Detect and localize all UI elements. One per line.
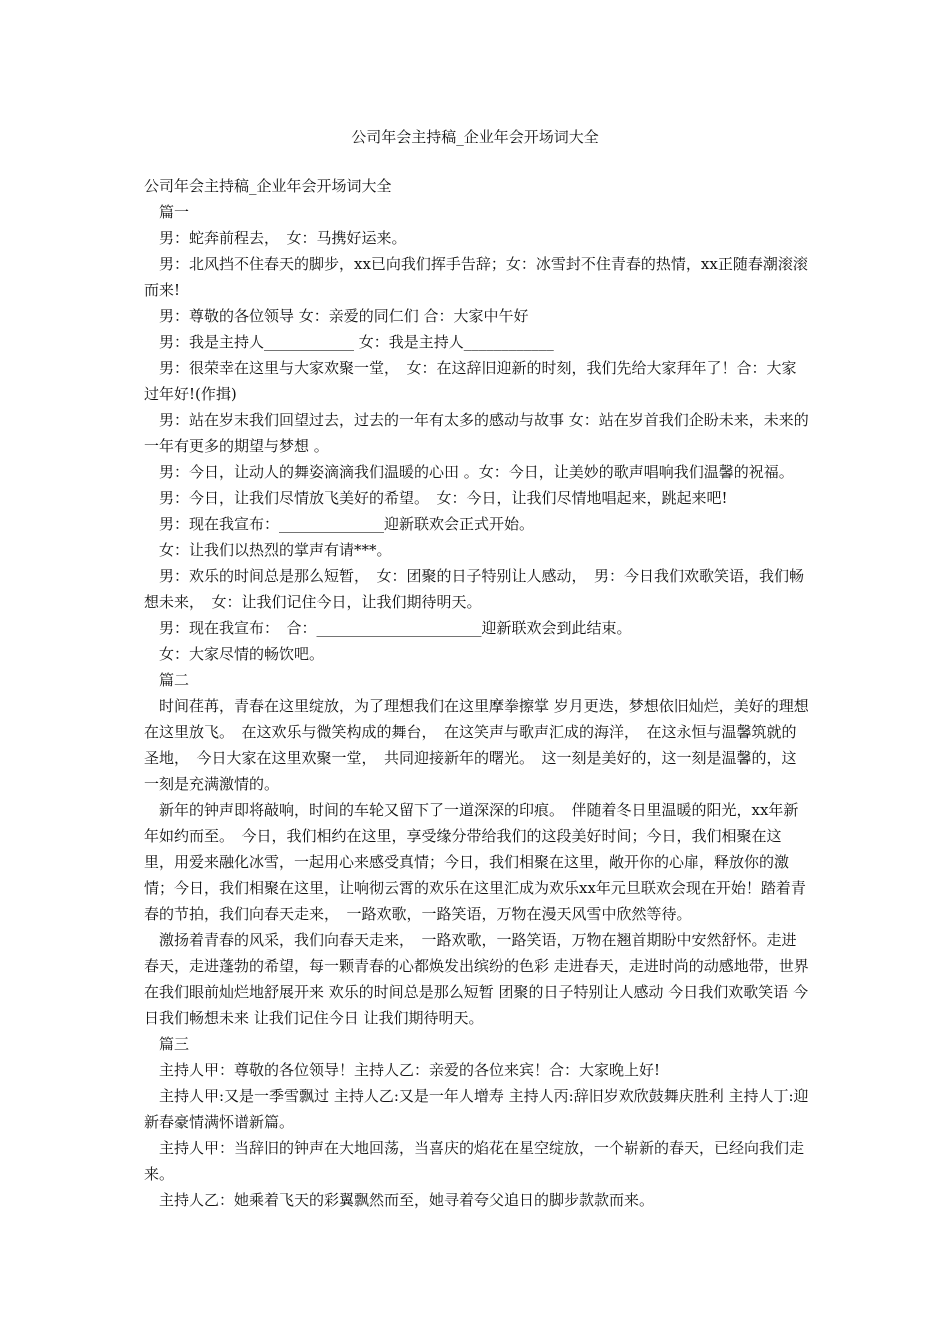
paragraph: 男：蛇奔前程去， 女：马携好运来。: [159, 229, 407, 247]
document-body: [144, 173, 810, 1213]
paragraph: 男：现在我宣布： 合：______________________迎新联欢会到此结束。: [159, 619, 632, 637]
paragraph: 男：欢乐的时间总是那么短暂， 女：团聚的日子特别让人感动， 男：今日我们欢歌笑语，我们畅想未来， 女：让我们记住今日，让我们期待明天。: [144, 567, 805, 611]
document-title: 公司年会主持稿_企业年会开场词大全: [351, 128, 599, 146]
paragraph: 女：让我们以热烈的掌声有请***。: [159, 541, 392, 559]
paragraph: 篇一: [159, 203, 190, 221]
paragraph: 男：现在我宣布：______________迎新联欢会正式开始。: [159, 515, 535, 533]
paragraph: 主持人甲:又是一季雪飘过 主持人乙:又是一年人增寿 主持人丙:辞旧岁欢欣鼓舞庆胜利 主持人丁:迎新春豪情满怀谱新篇。: [144, 1087, 809, 1131]
paragraph: 男：很荣幸在这里与大家欢聚一堂， 女：在这辞旧迎新的时刻，我们先给大家拜年了！合：大家过年好!(作揖): [144, 359, 797, 403]
paragraph: 男：站在岁末我们回望过去，过去的一年有太多的感动与故事 女：站在岁首我们企盼未来，未来的一年有更多的期望与梦想 。: [144, 411, 809, 455]
paragraph: 篇三: [159, 1035, 190, 1053]
paragraph: 公司年会主持稿_企业年会开场词大全: [144, 177, 392, 195]
paragraph: 男：北风挡不住春天的脚步，xx已向我们挥手告辞；女：冰雪封不住青春的热情，xx正随春潮滚滚而来!: [144, 255, 808, 299]
paragraph: 男：我是主持人____________ 女：我是主持人____________: [159, 333, 554, 351]
paragraph: 主持人甲：当辞旧的钟声在大地回荡，当喜庆的焰花在星空绽放，一个崭新的春天，已经向我们走来。: [144, 1139, 805, 1183]
paragraph: 新年的钟声即将敲响，时间的车轮又留下了一道深深的印痕。 伴随着冬日里温暖的阳光，xx年新年如约而至。 今日，我们相约在这里，享受缘分带给我们的这段美好时间；今日，我们相聚在这里，用爱来融化冰雪，一起用心来感受真情；今日，我们相聚在这里，敞开你的心扉，释放你的激情；今日，我们相聚在这里，让响彻云霄的欢乐在这里汇成为欢乐xx年元旦联欢会现在开始！踏着青春的节拍，我们向春天走来， 一路欢歌，一路笑语，万物在漫天风雪中欣然等待。: [144, 801, 806, 923]
paragraph: 时间荏苒，青春在这里绽放，为了理想我们在这里摩拳擦掌 岁月更迭，梦想依旧灿烂，美好的理想在这里放飞。 在这欢乐与微笑构成的舞台， 在这笑声与歌声汇成的海洋， 在这永恒与温馨筑就的圣地， 今日大家在这里欢聚一堂， 共同迎接新年的曙光。 这一刻是美好的，这一刻是温馨的，这一刻是充满激情的。: [144, 697, 809, 793]
paragraph: 激扬着青春的风采，我们向春天走来， 一路欢歌，一路笑语，万物在翘首期盼中安然舒怀。走进春天，走进蓬勃的希望，每一颗青春的心都焕发出缤纷的色彩 走进春天，走进时尚的动感地带，世界在我们眼前灿烂地舒展开来 欢乐的时间总是那么短暂 团聚的日子特别让人感动 今日我们欢歌笑语 今日我们畅想未来 让我们记住今日 让我们期待明天。: [144, 931, 809, 1027]
paragraph: 男：今日，让动人的舞姿滴滴我们温暖的心田 。女：今日，让美妙的歌声唱响我们温馨的祝福。: [159, 463, 794, 481]
paragraph: 男：今日，让我们尽情放飞美好的希望。 女：今日，让我们尽情地唱起来，跳起来吧!: [159, 489, 728, 507]
paragraph: 主持人乙：她乘着飞天的彩翼飘然而至，她寻着夸父追日的脚步款款而来。: [159, 1191, 655, 1209]
paragraph: 女：大家尽情的畅饮吧。: [159, 645, 325, 663]
paragraph: 主持人甲：尊敬的各位领导！主持人乙：亲爱的各位来宾！合：大家晚上好!: [159, 1061, 661, 1079]
paragraph: 男：尊敬的各位领导 女：亲爱的同仁们 合：大家中午好: [159, 307, 529, 325]
paragraph: 篇二: [159, 671, 190, 689]
